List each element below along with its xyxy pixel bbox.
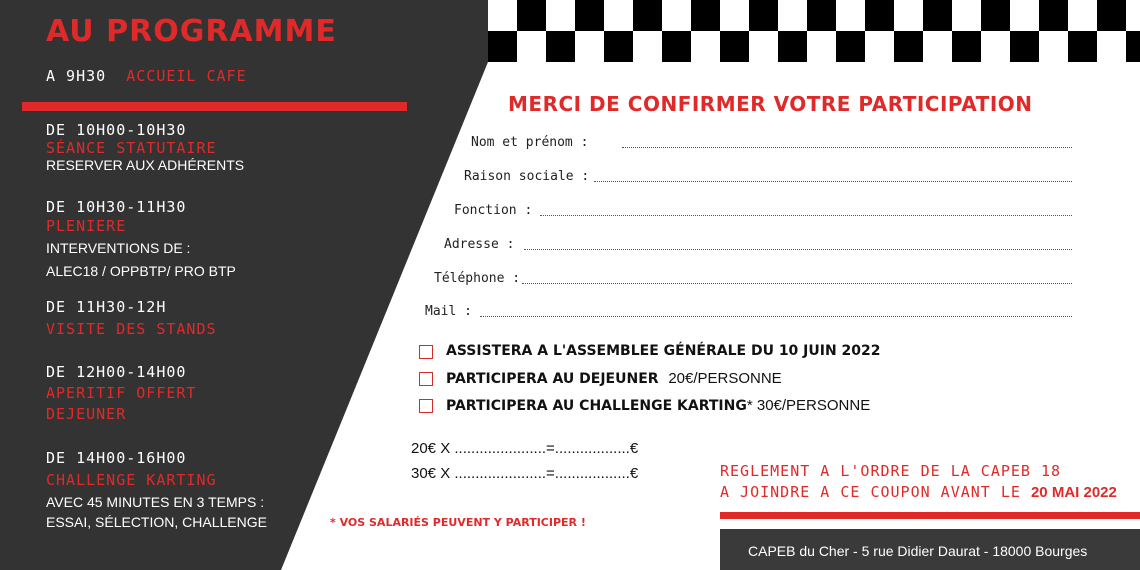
block-2-detail-2: ALEC18 / OPPBTP/ PRO BTP [46,263,236,279]
accueil-time: A 9H30 [46,67,107,85]
block-3-time: DE 11H30-12H [46,298,167,316]
field-line-mail[interactable] [480,316,1072,317]
checker-square [778,31,807,62]
option-karting-label: PARTICIPERA AU CHALLENGE KARTING [446,398,747,414]
checker-square [720,31,749,62]
checker-square [749,0,778,31]
block-4-time: DE 12H00-14H00 [46,363,187,381]
block-1-time: DE 10H00-10H30 [46,121,187,139]
option-karting [446,397,870,414]
field-label-mail: Mail : [425,304,472,319]
accueil-label: ACCUEIL CAFE [126,67,247,85]
block-4-title-2: DEJEUNER [46,405,127,423]
salaries-note: * VOS SALARIÉS PEUVENT Y PARTICIPER ! [330,516,586,529]
option-assemblee [446,343,881,359]
calc-line-30: 30€ X ......................=..................€ [411,465,639,482]
field-label-fonction: Fonction : [454,203,533,218]
checker-square [691,0,720,31]
checker-square [865,0,894,31]
footer-red-bar [720,512,1140,519]
block-3-title: VISITE DES STANDS [46,320,217,338]
checker-square [923,0,952,31]
checkbox-karting[interactable] [419,399,433,413]
reglement-line-2-text: A JOINDRE A CE COUPON AVANT LE [720,483,1021,501]
reglement-line-2 [720,483,1117,501]
block-5-time: DE 14H00-16H00 [46,449,187,467]
checker-square [952,31,981,62]
block-2-title: PLENIERE [46,217,127,235]
footer-address: CAPEB du Cher - 5 rue Didier Daurat - 18000 Bourges [748,543,1088,559]
block-2-time: DE 10H30-11H30 [46,198,187,216]
block-2-detail-1: INTERVENTIONS DE : [46,240,191,256]
option-dejeuner-label: PARTICIPERA AU DEJEUNER [446,371,659,387]
field-line-raison-sociale[interactable] [594,181,1072,182]
block-4-title: APERITIF OFFERT [46,384,197,402]
checker-square [546,31,575,62]
checkbox-assemblee[interactable] [419,345,433,359]
programme-title: AU PROGRAMME [46,14,337,49]
checker-square [1068,31,1097,62]
option-dejeuner [446,370,782,387]
checker-square [633,0,662,31]
checker-square [836,31,865,62]
checker-square [1039,0,1068,31]
field-line-nom[interactable] [622,147,1072,148]
field-line-fonction[interactable] [540,215,1072,216]
checker-square [894,31,923,62]
accueil-line [46,67,247,85]
checker-square [1097,0,1126,31]
field-label-adresse: Adresse : [444,237,515,252]
option-assemblee-label: ASSISTERA A L'ASSEMBLEE GÉNÉRALE DU 10 JUIN 2022 [446,343,881,359]
checker-square [1126,31,1140,62]
option-karting-price: * 30€/PERSONNE [746,397,871,414]
checker-square [1010,31,1039,62]
programme-divider [22,102,407,111]
field-label-telephone: Téléphone : [434,271,521,286]
checker-square [604,31,633,62]
calc-line-20: 20€ X ......................=..................€ [411,440,639,457]
block-5-detail-2: ESSAI, SÉLECTION, CHALLENGE [46,514,267,530]
block-5-detail-1: AVEC 45 MINUTES EN 3 TEMPS : [46,494,265,510]
block-5-title: CHALLENGE KARTING [46,471,217,489]
reglement-date: 20 MAI 2022 [1030,484,1117,501]
field-line-telephone[interactable] [522,283,1072,284]
checker-square [517,0,546,31]
checker-square [575,0,604,31]
checker-square [807,0,836,31]
checker-square [981,0,1010,31]
checkered-flag-banner [488,0,1140,62]
field-line-adresse[interactable] [524,249,1072,250]
checkbox-dejeuner[interactable] [419,372,433,386]
field-label-nom: Nom et prénom : [471,135,589,150]
checker-square [662,31,691,62]
checker-square [488,31,517,62]
block-1-detail: RESERVER AUX ADHÉRENTS [46,157,245,173]
block-1-title: SÉANCE STATUTAIRE [46,139,217,157]
reglement-line-1: REGLEMENT A L'ORDRE DE LA CAPEB 18 [720,462,1062,480]
field-label-raison-sociale: Raison sociale : [464,169,590,184]
form-title: MERCI DE CONFIRMER VOTRE PARTICIPATION [508,92,1033,116]
option-dejeuner-price: 20€/PERSONNE [668,370,782,387]
